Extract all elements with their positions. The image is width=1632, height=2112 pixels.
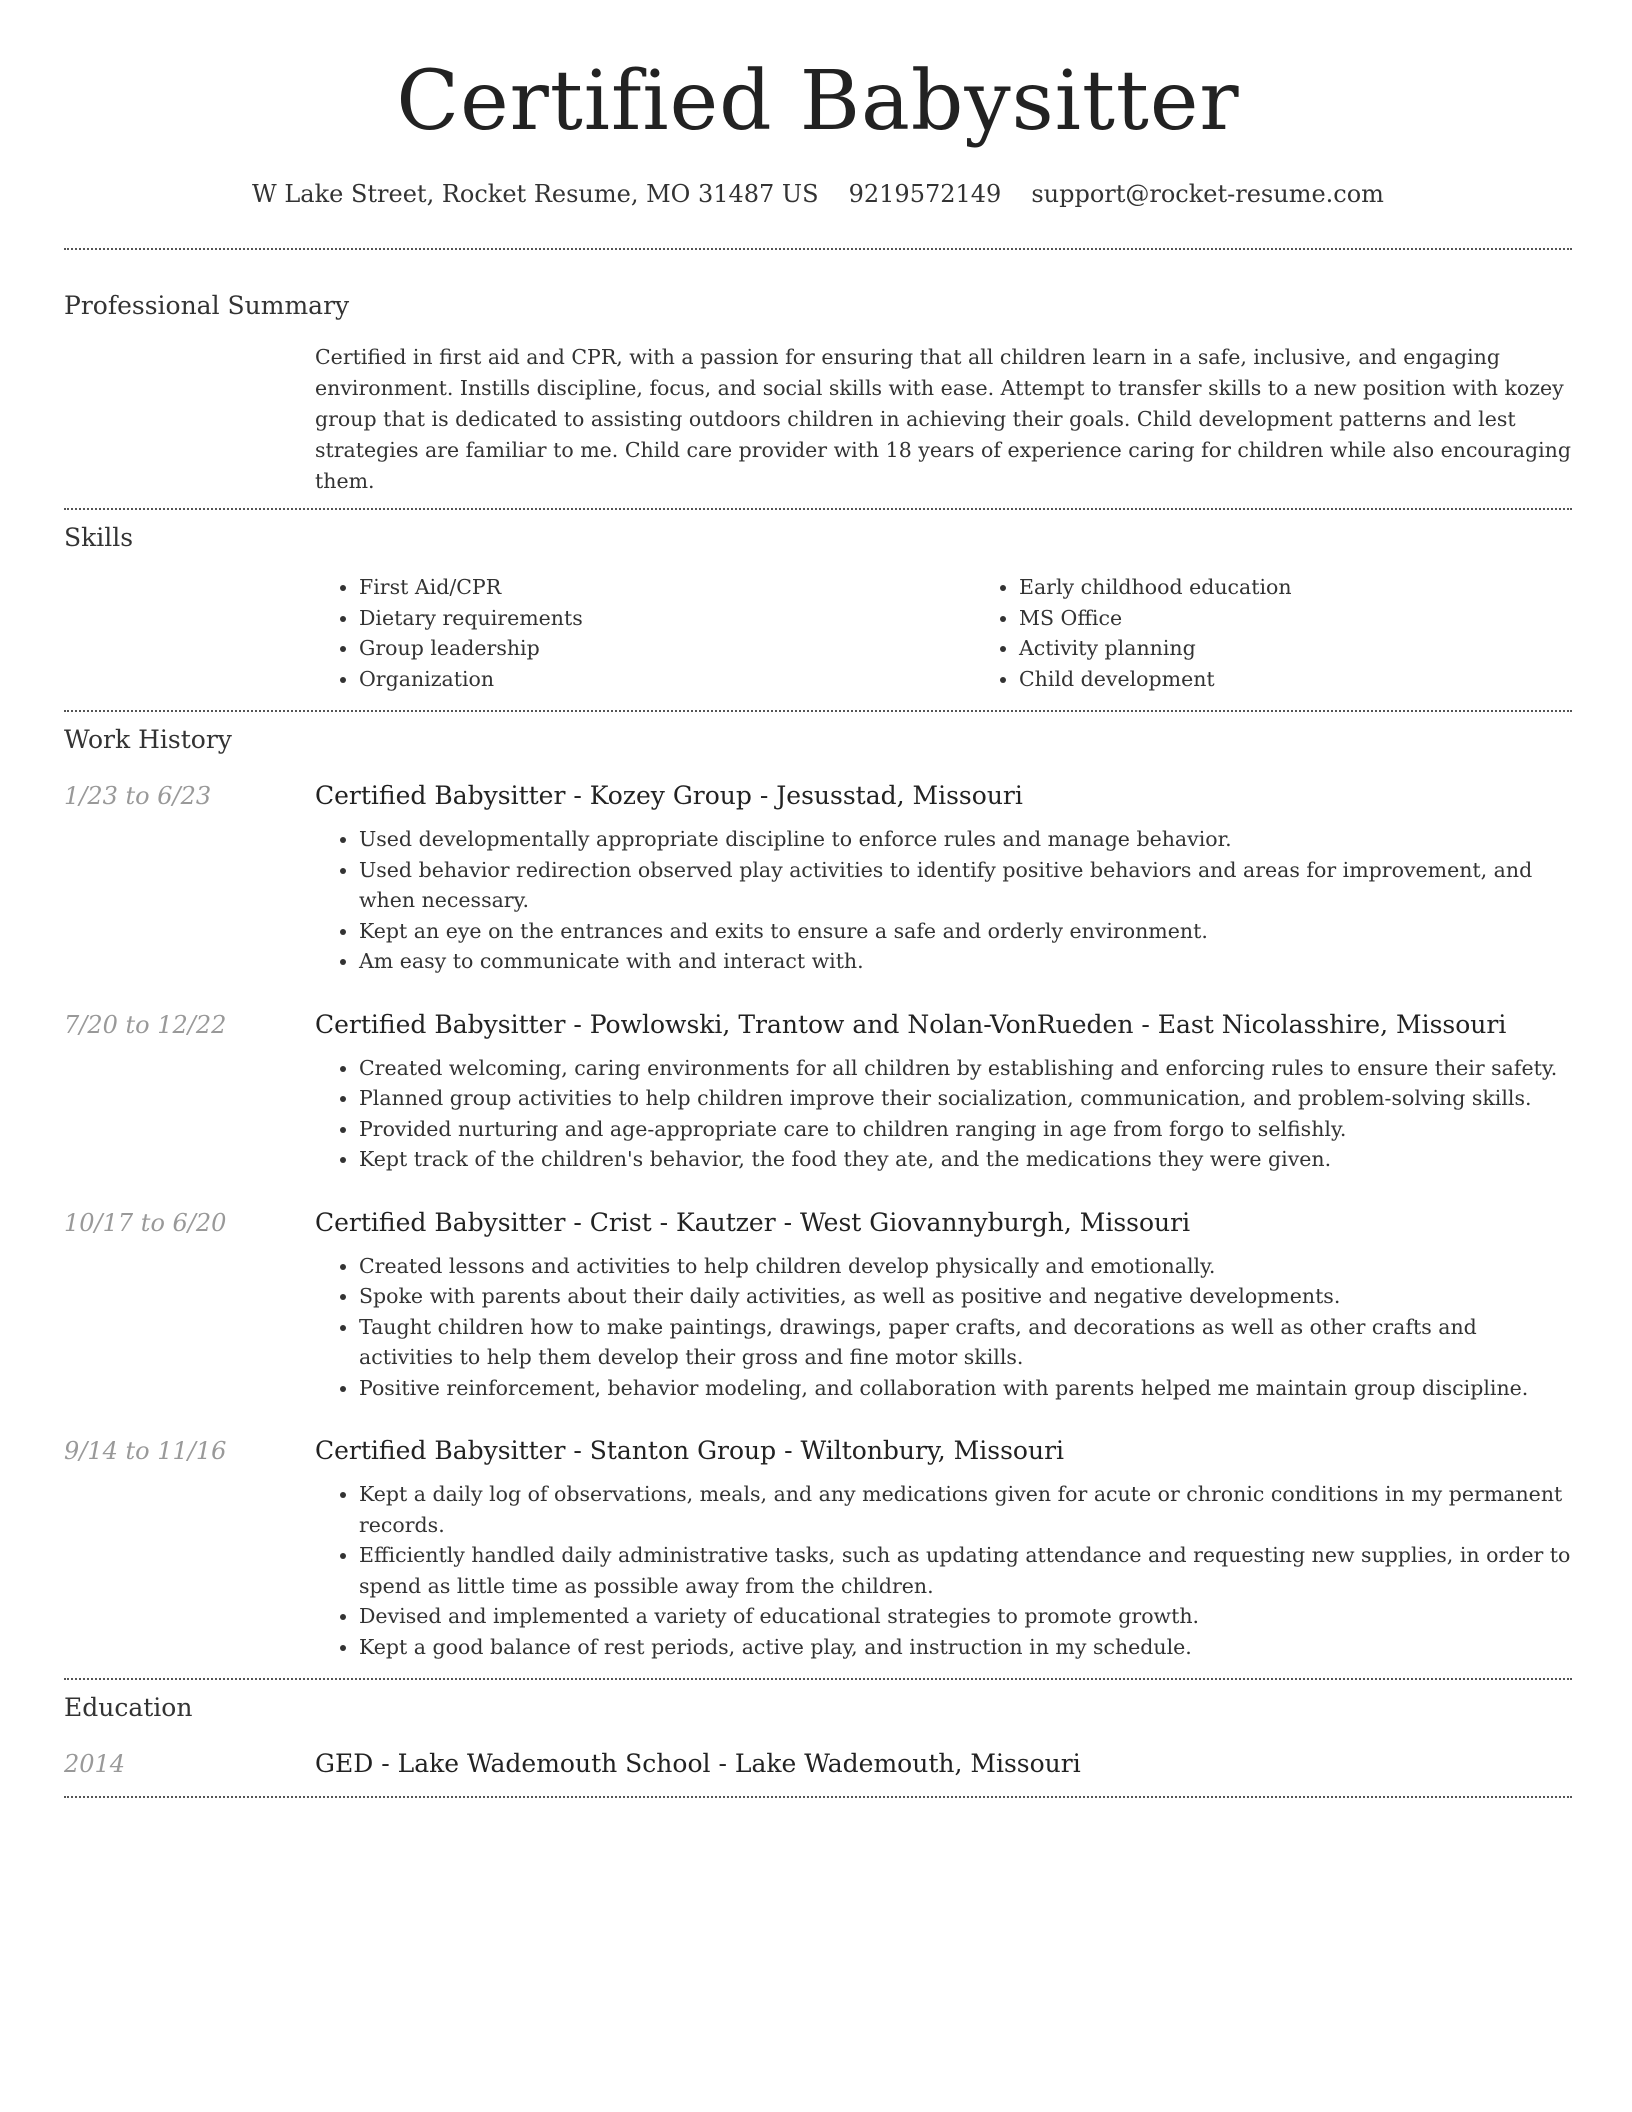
job-bullets [315, 1251, 1572, 1404]
job-bullet: • Used behavior redirection observed play activities to identify positive behaviors and areas for improvement, and when necessary. [359, 855, 1572, 916]
divider [64, 508, 1572, 510]
skill-item: • First Aid/CPR [359, 572, 975, 603]
job-entry [64, 1433, 1572, 1662]
job-bullet: • Am easy to communicate with and interact with. [359, 946, 1572, 977]
resume-name: Certified Babysitter [396, 54, 1240, 149]
job-entry [64, 1007, 1572, 1175]
job-bullet: • Spoke with parents about their daily activities, as well as positive and negative developments. [359, 1281, 1572, 1312]
job-bullet: • Kept track of the children's behavior, the food they ate, and the medications they were given. [359, 1144, 1572, 1175]
job-bullet: • Devised and implemented a variety of educational strategies to promote growth. [359, 1601, 1572, 1632]
job-bullet: • Efficiently handled daily administrative tasks, such as updating attendance and requesting new supplies, in order to spend as little time as possible away from the children. [359, 1540, 1572, 1601]
education-year: 2014 [64, 1750, 126, 1778]
job-title: Certified Babysitter - Kozey Group - Jesusstad, Missouri [315, 781, 1023, 810]
job-bullets [315, 824, 1572, 977]
skill-item: • Group leadership [359, 633, 975, 664]
skill-item: • Child development [1019, 664, 1632, 695]
divider [64, 1678, 1572, 1680]
job-dates: 7/20 to 12/22 [64, 1010, 227, 1039]
contact-email[interactable]: support@rocket-resume.com [1031, 180, 1384, 208]
contact-phone: 9219572149 [848, 180, 1002, 208]
skill-item: • Activity planning [1019, 633, 1632, 664]
summary-section [64, 288, 1572, 497]
divider [64, 248, 1572, 250]
job-bullet: • Kept a daily log of observations, meals, and any medications given for acute or chronic conditions in my permanent records. [359, 1479, 1572, 1540]
summary-heading: Professional Summary [64, 291, 350, 320]
job-title: Certified Babysitter - Stanton Group - Wiltonbury, Missouri [315, 1436, 1065, 1465]
divider [64, 710, 1572, 712]
resume-page [64, 0, 1572, 1798]
job-dates: 1/23 to 6/23 [64, 782, 212, 810]
education-entry: GED - Lake Wademouth School - Lake Wademouth, Missouri [315, 1749, 1081, 1778]
divider [64, 1796, 1572, 1798]
skill-item: • Early childhood education [1019, 572, 1632, 603]
skill-item: • MS Office [1019, 603, 1632, 634]
job-bullets [315, 1053, 1572, 1175]
job-bullet: • Used developmentally appropriate discipline to enforce rules and manage behavior. [359, 824, 1572, 855]
job-bullet: • Created lessons and activities to help children develop physically and emotionally. [359, 1251, 1572, 1282]
job-bullet: • Positive reinforcement, behavior modeling, and collaboration with parents helped me maintain group discipline. [359, 1373, 1572, 1404]
work-heading: Work History [64, 725, 232, 754]
skills-list-left [315, 572, 975, 694]
education-section [64, 1690, 1572, 1782]
job-bullet: • Created welcoming, caring environments for all children by establishing and enforcing rules to ensure their safety. [359, 1053, 1572, 1084]
job-dates: 9/14 to 11/16 [64, 1437, 227, 1465]
skill-item: • Organization [359, 664, 975, 695]
contact-address: W Lake Street, Rocket Resume, MO 31487 US [252, 180, 819, 208]
job-title: Certified Babysitter - Powlowski, Trantow and Nolan-VonRueden - East Nicolasshire, Missouri [315, 1009, 1507, 1039]
job-bullet: • Taught children how to make paintings, drawings, paper crafts, and decorations as well as other crafts and activities to help them develop their gross and fine motor skills. [359, 1312, 1572, 1373]
job-bullet: • Planned group activities to help children improve their socialization, communication, and problem-solving skills. [359, 1083, 1572, 1114]
job-entry [64, 1205, 1572, 1404]
job-bullet: • Kept a good balance of rest periods, active play, and instruction in my schedule. [359, 1632, 1572, 1663]
job-bullets [315, 1479, 1572, 1662]
skills-list-right [975, 572, 1632, 694]
job-bullet: • Kept an eye on the entrances and exits to ensure a safe and orderly environment. [359, 916, 1572, 947]
work-section [64, 722, 1572, 1662]
skill-item: • Dietary requirements [359, 603, 975, 634]
job-title: Certified Babysitter - Crist - Kautzer - West Giovannyburgh, Missouri [315, 1207, 1191, 1237]
job-dates: 10/17 to 6/20 [64, 1208, 227, 1237]
job-bullet: • Provided nurturing and age-appropriate care to children ranging in age from forgo to selfishly. [359, 1114, 1572, 1145]
summary-text: Certified in first aid and CPR, with a passion for ensuring that all children learn in a safe, inclusive, and engaging environment. Instills discipline, focus, and social skills with ease. Attempt to transfer skills to a new position with kozey group that is dedicated to assisting outdoors children in achieving their goals. Child development patterns and lest strategies are familiar to me. Child care provider with 18 years of experience caring for children while also encouraging them. [315, 345, 1572, 493]
contact-line [64, 176, 1572, 212]
skills-section [64, 520, 1572, 694]
education-heading: Education [64, 1693, 193, 1722]
job-entry [64, 778, 1572, 977]
skills-heading: Skills [64, 523, 134, 552]
